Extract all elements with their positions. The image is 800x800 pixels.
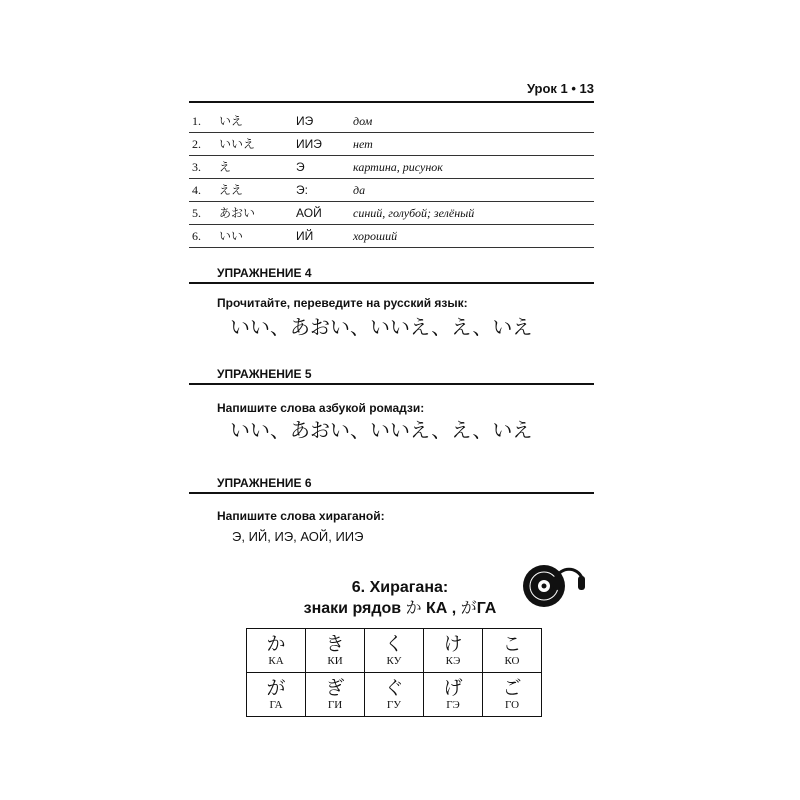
hiragana-row-ka: [247, 629, 542, 673]
exercise-4-instruction: Прочитайте, переведите на русский язык:: [217, 296, 468, 310]
section-title-prefix: знаки рядов: [303, 600, 406, 617]
vocabulary-table: [189, 110, 594, 248]
kana-ka: か: [405, 598, 422, 617]
hiragana-cell: [365, 629, 424, 673]
hiragana-reading: КА: [268, 655, 284, 667]
vocab-kana: いえ: [219, 114, 244, 128]
hiragana-cell: [365, 673, 424, 717]
hiragana-cell: [306, 673, 365, 717]
hiragana-cell: [483, 629, 542, 673]
hiragana-char: げ: [443, 677, 463, 699]
exercise-5-title: УПРАЖНЕНИЕ 5: [189, 365, 594, 385]
vocab-row: [189, 133, 594, 156]
hiragana-reading: ГИ: [327, 699, 343, 711]
vocab-kana: いい: [219, 229, 244, 243]
hiragana-cell: [306, 629, 365, 673]
section-title-line1: 6. Хирагана:: [351, 579, 449, 596]
running-header: Урок 1 • 13: [189, 79, 594, 103]
vocab-translation: картина, рисунок: [353, 160, 443, 174]
hiragana-reading: КИ: [327, 655, 343, 667]
hiragana-reading: ГУ: [386, 699, 402, 711]
vocab-translation: нет: [353, 137, 373, 151]
vocab-number: 2.: [192, 137, 201, 151]
vocab-reading: ИЙ: [296, 229, 314, 243]
section-title: [250, 578, 550, 619]
vocab-number: 1.: [192, 114, 201, 128]
exercise-6-instruction: Напишите слова хираганой:: [217, 509, 385, 523]
exercise-6-words: Э, ИЙ, ИЭ, АОЙ, ИИЭ: [232, 529, 364, 544]
hiragana-char: き: [325, 633, 345, 655]
vocab-number: 5.: [192, 206, 201, 220]
vocab-kana: いいえ: [219, 137, 256, 151]
hiragana-cell: [247, 673, 306, 717]
hiragana-char: ぐ: [384, 677, 404, 699]
hiragana-char: が: [266, 677, 286, 699]
kana-ga: が: [460, 598, 477, 617]
exercise-6-title: УПРАЖНЕНИЕ 6: [189, 474, 594, 494]
vocab-kana: え: [219, 160, 232, 174]
vocab-translation: дом: [353, 114, 373, 128]
hiragana-reading: ГО: [504, 699, 520, 711]
hiragana-cell: [483, 673, 542, 717]
vocab-number: 3.: [192, 160, 201, 174]
section-title-line2: [250, 598, 550, 619]
hiragana-char: こ: [502, 633, 522, 655]
vocab-reading: ИИЭ: [296, 137, 322, 151]
hiragana-reading: КО: [504, 655, 520, 667]
hiragana-row-ga: [247, 673, 542, 717]
reading-ka: КА ,: [421, 600, 461, 617]
exercise-5-instruction: Напишите слова азбукой ромадзи:: [217, 401, 425, 415]
exercise-5-kana: いい、あおい、いいえ、え、いえ: [230, 418, 533, 442]
hiragana-char: け: [443, 633, 463, 655]
exercise-4-kana: いい、あおい、いいえ、え、いえ: [230, 315, 533, 339]
exercise-4-title: УПРАЖНЕНИЕ 4: [189, 264, 594, 284]
hiragana-char: ぎ: [325, 677, 345, 699]
vocab-translation: да: [353, 183, 366, 197]
hiragana-char: ご: [502, 677, 522, 699]
vocab-number: 4.: [192, 183, 201, 197]
hiragana-cell: [424, 629, 483, 673]
vocab-kana: ええ: [219, 183, 244, 197]
vocab-reading: АОЙ: [296, 206, 322, 220]
hiragana-cell: [424, 673, 483, 717]
hiragana-cell: [247, 629, 306, 673]
vocab-row: [189, 110, 594, 133]
vocab-row: [189, 202, 594, 225]
hiragana-reading: КУ: [386, 655, 402, 667]
vocab-row: [189, 225, 594, 248]
vocab-row: [189, 156, 594, 179]
hiragana-char: く: [384, 633, 404, 655]
vocab-reading: Э:: [296, 183, 308, 197]
audio-cd-icon: [520, 560, 588, 610]
hiragana-reading: ГЭ: [446, 699, 460, 711]
hiragana-reading: ГА: [269, 699, 283, 711]
vocab-reading: ИЭ: [296, 114, 314, 128]
hiragana-table: [246, 628, 542, 717]
vocab-translation: хороший: [353, 229, 398, 243]
vocab-row: [189, 179, 594, 202]
vocab-number: 6.: [192, 229, 201, 243]
vocab-reading: Э: [296, 160, 305, 174]
reading-ga: ГА: [476, 600, 497, 617]
vocab-kana: あおい: [219, 206, 256, 220]
hiragana-reading: КЭ: [445, 655, 461, 667]
hiragana-char: か: [266, 633, 286, 655]
vocab-translation: синий, голубой; зелёный: [353, 206, 475, 220]
